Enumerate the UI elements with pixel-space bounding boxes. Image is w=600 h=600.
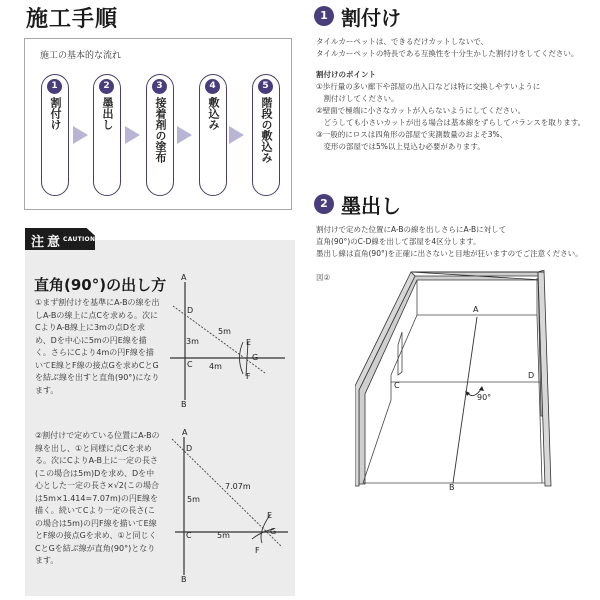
intro-line: タイルカーペットの特長である互換性を十分生かした割付けをしてください。 <box>316 49 579 58</box>
section-1-points <box>316 69 585 153</box>
flow-step-5 <box>252 74 280 196</box>
caution-badge-en: CAUTION <box>63 236 96 243</box>
caution-badge-jp: 注意 <box>31 235 64 250</box>
flow-step-3 <box>146 74 174 196</box>
step-number-badge: 3 <box>152 79 167 94</box>
cg-length-label: 4m <box>209 362 222 371</box>
point-line: 変形の部屋では5%以上見込む必要があります。 <box>316 142 485 151</box>
point-label-g: G <box>270 527 277 536</box>
flow-step-2 <box>93 74 121 196</box>
section-1-intro <box>316 36 578 60</box>
point-label-c: C <box>187 360 193 369</box>
angle-label: 90° <box>477 393 492 402</box>
step-label: 接着剤の塗布 <box>154 97 167 163</box>
section-2-text <box>316 224 583 260</box>
point-label-d: D <box>186 444 193 453</box>
text-line: 割付けで定めた位置にA-Bの線を出しさらにA-Bに対して <box>316 225 507 234</box>
point-label-d: D <box>187 306 194 315</box>
flow-caption: 施工の基本的な流れ <box>40 51 122 61</box>
point-label-c: C <box>186 531 192 540</box>
room-point-c: C <box>394 381 400 390</box>
step-label: 階段の敷込み <box>260 97 273 163</box>
point-label-e: E <box>246 338 252 347</box>
triangle-right-arrow-icon <box>177 126 192 144</box>
point-line: 割付けしてください。 <box>316 94 399 103</box>
step-number-badge: 2 <box>99 79 114 94</box>
point-label-a: A <box>181 273 187 282</box>
method-2-text: ②割付けで定めている位置にA-Bの線を出し、①と同様に点Cを求める。次にCよりA-B上に一定の長さ(この場合は5m)Dを求め、Dを中心とした一定の長さ×√2(この場合は5m×1.414=7.07m)の円E線を描く。続いてCより一定の長さ(この場合は5m)の円F線を描いてE線とF線の接点Gを求め、①と同じくCとGを結ぶ線が直角(90°)となります。 <box>35 431 160 565</box>
triangle-right-arrow-icon <box>125 126 140 144</box>
triangle-right-arrow-icon <box>73 126 88 144</box>
dg-length-label: 7.07m <box>225 482 251 491</box>
section-2-title: 墨出し <box>341 194 401 218</box>
step-number-badge: 1 <box>47 79 62 94</box>
flow-step-4 <box>199 74 227 196</box>
flow-step-1 <box>41 74 69 196</box>
section-1-title: 割付け <box>341 6 401 30</box>
room-point-d: D <box>528 371 535 380</box>
cd-length-label: 3m <box>186 337 199 346</box>
triangle-right-arrow-icon <box>229 126 244 144</box>
step-number-badge: 4 <box>205 79 220 94</box>
intro-line: タイルカーペットは、できるだけカットしないで、 <box>316 37 489 46</box>
dg-length-label: 5m <box>218 327 231 336</box>
section-1-number-badge: 1 <box>314 6 334 26</box>
text-line: 直角(90°)のC-D線を出して部屋を4区分します。 <box>316 237 481 246</box>
right-angle-title: 直角(90°)の出し方 <box>34 276 167 294</box>
room-point-b: B <box>449 483 455 492</box>
point-label-f: F <box>255 546 260 555</box>
step-number-badge: 5 <box>258 79 273 94</box>
section-2-number-badge: 2 <box>314 194 334 214</box>
point-label-a: A <box>182 428 188 437</box>
point-label-g: G <box>252 353 259 362</box>
cg-length-label: 5m <box>217 531 230 540</box>
point-line: ①歩行量の多い廊下や部屋の出入口などは特に交換しやすいように <box>316 82 541 91</box>
points-heading: 割付けのポイント <box>316 70 376 79</box>
point-line: ③一般的にロスは四角形の部屋で実測数量のおよそ3%、 <box>316 130 508 139</box>
point-line: ②壁面で極端に小さなカットが入らないようにしてください。 <box>316 106 526 115</box>
step-label: 割付け <box>49 97 62 130</box>
step-label: 敷込み <box>207 97 220 130</box>
step-label: 墨出し <box>101 97 114 130</box>
point-label-b: B <box>181 400 187 409</box>
point-label-f: F <box>246 372 251 381</box>
room-marking-diagram <box>355 270 555 495</box>
text-line: 墨出し線は直角(90°)を正確に出さないと目地が狂いますのでご注意ください。 <box>316 249 583 258</box>
point-label-b: B <box>181 575 187 584</box>
method-1-text: ①まず割付けを基準にA-Bの線を出しA-Bの線上に点Cを求める。次にCよりA-B線上に3mの点Dを求め、Dを中心に5mの円E線を描く。さらにCより4mの円F線を描いてE線とF線の接点Gを求めCとGを結ぶ線を出すと直角(90°)になります。 <box>35 298 160 395</box>
page-title: 施工手順 <box>26 7 119 32</box>
cd-length-label: 5m <box>187 495 200 504</box>
figure-2-label: 図② <box>316 273 331 282</box>
point-line: どうしても小さいカットが出る場合は基本線をずらしてバランスを取ります。 <box>316 118 586 127</box>
point-label-e: E <box>267 511 273 520</box>
room-point-a: A <box>473 305 479 314</box>
